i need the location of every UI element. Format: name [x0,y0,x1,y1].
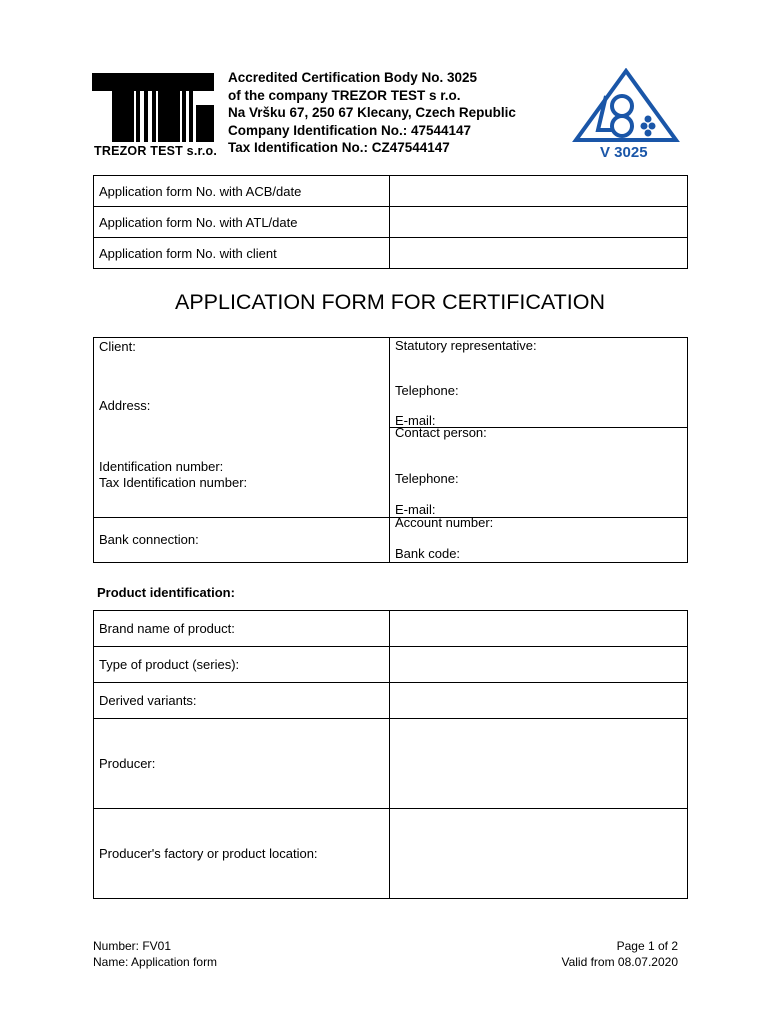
header-line-5: Tax Identification No.: CZ47544147 [228,140,450,156]
telephone-label: Telephone: [395,383,459,398]
derived-variants-label: Derived variants: [94,683,390,719]
producer-label: Producer: [94,719,390,809]
bank-connection-cell[interactable] [94,518,390,563]
header-line-3: Na Vršku 67, 250 67 Klecany, Czech Republic [228,105,516,121]
acb-number-field[interactable] [390,176,688,207]
page-number: Page 1 of 2 [616,939,678,953]
footer-right [540,939,678,970]
tax-identification-number-label: Tax Identification number: [99,474,248,490]
accreditation-number: V 3025 [600,144,648,161]
footer-left [93,939,217,970]
client-number-field[interactable] [390,238,688,269]
table-row [94,207,688,238]
client-table [93,337,688,563]
table-row [94,611,688,647]
producer-factory-field[interactable] [390,809,688,899]
bank-connection-label: Bank connection: [99,532,199,547]
trezor-test-logo [92,70,218,160]
application-numbers-table [93,175,688,269]
table-row [94,683,688,719]
accreditation-logo [570,68,682,164]
acb-number-label: Application form No. with ACB/date [94,176,390,207]
product-type-field[interactable] [390,647,688,683]
derived-variants-field[interactable] [390,683,688,719]
statutory-representative-cell[interactable] [390,338,688,428]
document-name: Name: Application form [93,954,218,969]
client-number-label: Application form No. with client [94,238,390,269]
address-label: Address: [99,397,151,413]
product-identification-heading: Product identification: [97,585,235,600]
contact-person-label: Contact person: [395,425,487,440]
document-number: Number: FV01 [93,939,172,953]
table-row [94,719,688,809]
email-label: E-mail: [395,413,436,428]
table-row [94,338,688,428]
producer-field[interactable] [390,719,688,809]
accreditation-header [228,69,516,157]
atl-number-label: Application form No. with ATL/date [94,207,390,238]
logo-company-name: TREZOR TEST s.r.o. [94,144,218,158]
contact-person-cell[interactable] [390,425,688,518]
product-type-label: Type of product (series): [94,647,390,683]
atl-number-field[interactable] [390,207,688,238]
brand-name-field[interactable] [390,611,688,647]
email-label: E-mail: [395,502,436,517]
brand-name-label: Brand name of product: [94,611,390,647]
accreditation-triangle-icon [570,68,682,146]
bank-code-label: Bank code: [395,546,461,561]
client-label: Client: [99,338,136,354]
bank-details-cell[interactable] [390,515,688,563]
statutory-representative-label: Statutory representative: [395,338,537,353]
table-row [94,647,688,683]
table-row [94,176,688,207]
producer-factory-label: Producer's factory or product location: [94,809,390,899]
header-line-1: Accredited Certification Body No. 3025 [228,70,478,85]
header-line-4: Company Identification No.: 47544147 [228,122,472,138]
client-details-cell[interactable] [94,338,390,518]
product-table [93,610,688,899]
page-title: APPLICATION FORM FOR CERTIFICATION [174,290,606,314]
account-number-label: Account number: [395,515,494,530]
telephone-label: Telephone: [395,471,459,486]
identification-number-label: Identification number: [99,458,224,474]
table-row [94,518,688,563]
header-line-2: of the company TREZOR TEST s r.o. [228,87,461,103]
table-row [94,238,688,269]
tt-logo-icon [92,70,214,142]
valid-from: Valid from 08.07.2020 [561,954,678,969]
table-row [94,809,688,899]
